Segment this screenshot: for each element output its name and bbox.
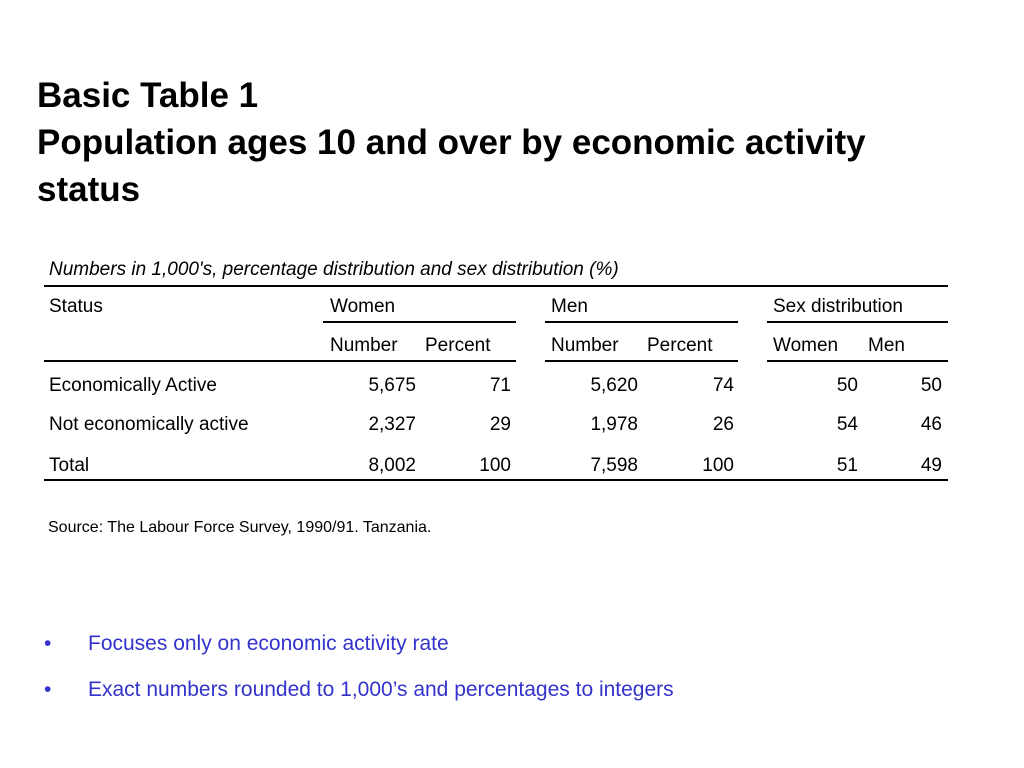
table-bottom-rule — [44, 479, 948, 481]
row-status: Total — [49, 455, 90, 476]
table-row — [44, 403, 948, 445]
header-men: Men — [551, 296, 588, 317]
title-line-2: Population ages 10 and over by economic activity — [37, 123, 866, 162]
title-line-1: Basic Table 1 — [37, 76, 259, 115]
men-header-rule — [545, 321, 738, 323]
table-header-row-2 — [44, 325, 948, 363]
table-header-row-1 — [44, 287, 948, 325]
row-sd-women: 54 — [836, 414, 858, 435]
row-status: Not economically active — [49, 414, 249, 435]
header-sd-men: Men — [868, 335, 905, 356]
header-rule-left — [44, 360, 516, 362]
table-row-total — [44, 445, 948, 489]
bullet-marker: • — [44, 678, 52, 701]
row-sd-women: 51 — [836, 455, 858, 476]
row-sd-men: 46 — [920, 414, 942, 435]
header-women-number: Number — [330, 335, 398, 356]
header-status: Status — [49, 296, 103, 317]
title-line-3: status — [37, 170, 141, 209]
row-women-number: 2,327 — [368, 414, 416, 435]
row-women-percent: 71 — [489, 375, 511, 396]
table-source-note: Source: The Labour Force Survey, 1990/91. Tanzania. — [48, 519, 432, 536]
table-caption: Numbers in 1,000's, percentage distribution and sex distribution (%) — [44, 255, 948, 287]
row-men-percent: 74 — [712, 375, 734, 396]
women-header-rule — [323, 321, 516, 323]
row-status: Economically Active — [49, 375, 217, 396]
row-sd-women: 50 — [836, 375, 858, 396]
row-men-percent: 26 — [712, 414, 734, 435]
row-sd-men: 50 — [920, 375, 942, 396]
slide-title — [37, 72, 997, 213]
header-men-percent: Percent — [647, 335, 713, 356]
sex-distribution-header-rule — [767, 321, 948, 323]
header-sd-women: Women — [773, 335, 839, 356]
row-women-percent: 100 — [479, 455, 511, 476]
row-women-percent: 29 — [489, 414, 511, 435]
row-women-number: 8,002 — [368, 455, 416, 476]
row-sd-men: 49 — [920, 455, 942, 476]
header-rule-sex — [767, 360, 948, 362]
activity-table — [44, 255, 948, 489]
header-women-percent: Percent — [425, 335, 491, 356]
bullet-marker: • — [44, 632, 52, 655]
row-men-number: 1,978 — [590, 414, 638, 435]
row-men-number: 7,598 — [590, 455, 638, 476]
header-men-number: Number — [551, 335, 619, 356]
bullet-text: Focuses only on economic activity rate — [88, 632, 449, 655]
header-sex-distribution: Sex distribution — [773, 296, 903, 317]
bullet-text: Exact numbers rounded to 1,000’s and percentages to integers — [88, 678, 674, 701]
row-men-percent: 100 — [702, 455, 734, 476]
header-rule-men — [545, 360, 738, 362]
row-women-number: 5,675 — [368, 375, 416, 396]
table-row — [44, 363, 948, 403]
header-women: Women — [330, 296, 396, 317]
row-men-number: 5,620 — [590, 375, 638, 396]
